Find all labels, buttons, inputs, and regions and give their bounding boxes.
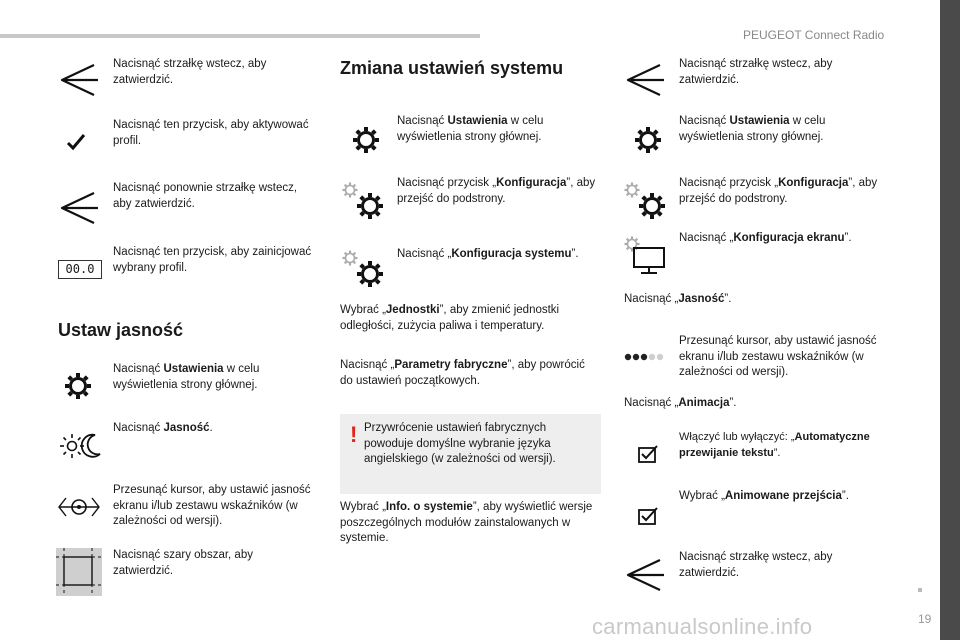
text-bold: Animacja bbox=[678, 397, 730, 409]
mid-item-2 bbox=[397, 176, 597, 207]
text-pre: Nacisnąć „ bbox=[624, 293, 679, 305]
text-pre: Nacisnąć bbox=[113, 363, 164, 375]
section-title-brightness: Ustaw jasność bbox=[58, 320, 184, 340]
back-arrow-icon[interactable] bbox=[624, 60, 666, 100]
warning-icon: ! bbox=[350, 422, 358, 447]
left-item-3 bbox=[113, 181, 318, 212]
left-section-item-2 bbox=[113, 421, 313, 437]
checkbox-icon[interactable] bbox=[637, 504, 659, 526]
right-item-1 bbox=[679, 57, 879, 88]
right-item-last bbox=[679, 550, 879, 581]
text-post: w celu wyświetlenia strony głównej. bbox=[679, 115, 826, 143]
watermark: carmanualsonline.info bbox=[592, 614, 813, 639]
text-pre: Nacisnąć strzałkę wstecz, aby zatwierdzić. bbox=[679, 58, 833, 86]
left-item-1 bbox=[113, 57, 313, 88]
text-post: ”. bbox=[729, 397, 737, 409]
right-item-4 bbox=[679, 231, 879, 247]
back-arrow-icon[interactable] bbox=[58, 188, 100, 228]
text-pre: Nacisnąć strzałkę wstecz, aby zatwierdzić. bbox=[679, 551, 833, 579]
left-item-4 bbox=[113, 245, 313, 276]
text-pre: Przesunąć kursor, aby ustawić jasność ekranu i/lub zestawu wskaźników (w zależności od wersji). bbox=[113, 484, 311, 527]
page-sidebar bbox=[940, 0, 960, 640]
text-bold: Konfiguracja ekranu bbox=[733, 232, 845, 244]
text-bold: Animowane przejścia bbox=[724, 490, 842, 502]
text-pre: Nacisnąć szary obszar, aby zatwierdzić. bbox=[113, 549, 253, 577]
brightness-sun-moon-icon[interactable] bbox=[58, 432, 102, 460]
settings-gear-icon[interactable] bbox=[634, 126, 662, 154]
screen-configuration-icon[interactable] bbox=[624, 236, 670, 276]
page-dot bbox=[918, 588, 922, 592]
text-bold: Jasność bbox=[678, 293, 725, 305]
left-section-item-3 bbox=[113, 483, 318, 530]
text-post: ”. bbox=[844, 232, 852, 244]
text-bold: Jasność bbox=[163, 422, 210, 434]
left-section-item-4 bbox=[113, 548, 313, 579]
text-pre: Nacisnąć „ bbox=[397, 248, 452, 260]
text-post: ”, aby przejść do podstrony. bbox=[397, 177, 596, 205]
left-item-2 bbox=[113, 118, 313, 149]
text-pre: Nacisnąć „ bbox=[340, 359, 395, 371]
text-bold: Konfiguracja bbox=[778, 177, 849, 189]
text-bold: Ustawienia bbox=[729, 115, 790, 127]
text-post: w celu wyświetlenia strony głównej. bbox=[113, 363, 260, 391]
settings-gear-icon[interactable] bbox=[352, 126, 380, 154]
text-post: ”, aby zmienić jednostki odległości, zużycia paliwa i temperatury. bbox=[340, 304, 560, 332]
right-brightness-line bbox=[624, 292, 874, 308]
text-pre: Wybrać „ bbox=[340, 501, 386, 513]
top-rule bbox=[0, 34, 480, 38]
brightness-level-dots-icon[interactable] bbox=[624, 352, 668, 362]
text-post: ”. bbox=[841, 490, 849, 502]
text-pre: Włączyć lub wyłączyć: „ bbox=[679, 431, 795, 443]
mid-item-3 bbox=[397, 247, 597, 263]
mid-paragraph-info bbox=[340, 500, 600, 547]
text-pre: Nacisnąć przycisk „ bbox=[679, 177, 779, 189]
right-animation-line bbox=[624, 396, 874, 412]
grey-area-icon[interactable] bbox=[56, 548, 102, 596]
check-icon[interactable] bbox=[66, 133, 86, 151]
text-post: ”, aby wyświetlić wersje poszczególnych modułów zainstalowanych w systemie. bbox=[340, 501, 593, 544]
text-pre: Przesunąć kursor, aby ustawić jasność ekranu i/lub zestawu wskaźników (w zależności od wersji). bbox=[679, 335, 877, 378]
text-bold: Jednostki bbox=[385, 304, 440, 316]
text-bold: Parametry fabryczne bbox=[394, 359, 508, 371]
page-number: 19 bbox=[918, 612, 932, 626]
text-pre: Nacisnąć przycisk „ bbox=[397, 177, 497, 189]
text-post: ”. bbox=[773, 446, 781, 459]
right-toggle-1 bbox=[679, 430, 894, 461]
section-title-system: Zmiana ustawień systemu bbox=[340, 58, 564, 78]
left-section-item-1 bbox=[113, 362, 313, 393]
text-post: ”. bbox=[724, 293, 732, 305]
configuration-gears-icon[interactable] bbox=[624, 182, 666, 220]
right-item-3 bbox=[679, 176, 879, 207]
system-configuration-gears-icon[interactable] bbox=[342, 250, 384, 288]
text-pre: Wybrać „ bbox=[679, 490, 725, 502]
text-post: ”. bbox=[571, 248, 579, 260]
mid-paragraph-units bbox=[340, 303, 600, 334]
left-item-1-text: Nacisnąć strzałkę wstecz, aby zatwierdzić. bbox=[113, 58, 267, 86]
text-pre: Nacisnąć bbox=[113, 422, 164, 434]
mid-item-1 bbox=[397, 114, 597, 145]
warning-box bbox=[340, 414, 601, 494]
brand-label: PEUGEOT Connect Radio bbox=[743, 28, 885, 42]
settings-gear-icon[interactable] bbox=[64, 372, 92, 400]
right-item-2 bbox=[679, 114, 879, 145]
slider-icon[interactable] bbox=[56, 494, 102, 520]
counter-display-icon[interactable]: 00.0 bbox=[58, 260, 102, 279]
text-bold: Automatyczne przewijanie tekstu bbox=[679, 431, 870, 459]
text-bold: Konfiguracja bbox=[496, 177, 567, 189]
text-bold: Ustawienia bbox=[447, 115, 508, 127]
checkbox-icon[interactable] bbox=[637, 442, 659, 464]
text-pre: Nacisnąć bbox=[397, 115, 448, 127]
warning-text: Przywrócenie ustawień fabrycznych powoduje domyślne wybranie języka angielskiego (w zależności od wersji). bbox=[364, 422, 556, 465]
text-pre: Wybrać „ bbox=[340, 304, 386, 316]
text-pre: Nacisnąć „ bbox=[679, 232, 734, 244]
left-item-4-text: Nacisnąć ten przycisk, aby zainicjować wybrany profil. bbox=[113, 246, 312, 274]
text-post: ”, aby przejść do podstrony. bbox=[679, 177, 878, 205]
text-bold: Info. o systemie bbox=[385, 501, 473, 513]
right-toggle-2 bbox=[679, 489, 894, 505]
right-slider-text bbox=[679, 334, 879, 381]
text-post: ”, aby powrócić do ustawień początkowych. bbox=[340, 359, 585, 387]
configuration-gears-icon[interactable] bbox=[342, 182, 384, 220]
text-pre: Nacisnąć „ bbox=[624, 397, 679, 409]
text-post: w celu wyświetlenia strony głównej. bbox=[397, 115, 544, 143]
mid-paragraph-factory bbox=[340, 358, 600, 389]
left-item-3-text: Nacisnąć ponownie strzałkę wstecz, aby zatwierdzić. bbox=[113, 182, 298, 210]
text-post: . bbox=[209, 422, 213, 434]
back-arrow-icon[interactable] bbox=[58, 60, 100, 100]
text-bold: Konfiguracja systemu bbox=[451, 248, 572, 260]
text-bold: Ustawienia bbox=[163, 363, 224, 375]
text-pre: Nacisnąć bbox=[679, 115, 730, 127]
back-arrow-icon[interactable] bbox=[624, 555, 666, 595]
left-item-2-text: Nacisnąć ten przycisk, aby aktywować profil. bbox=[113, 119, 309, 147]
